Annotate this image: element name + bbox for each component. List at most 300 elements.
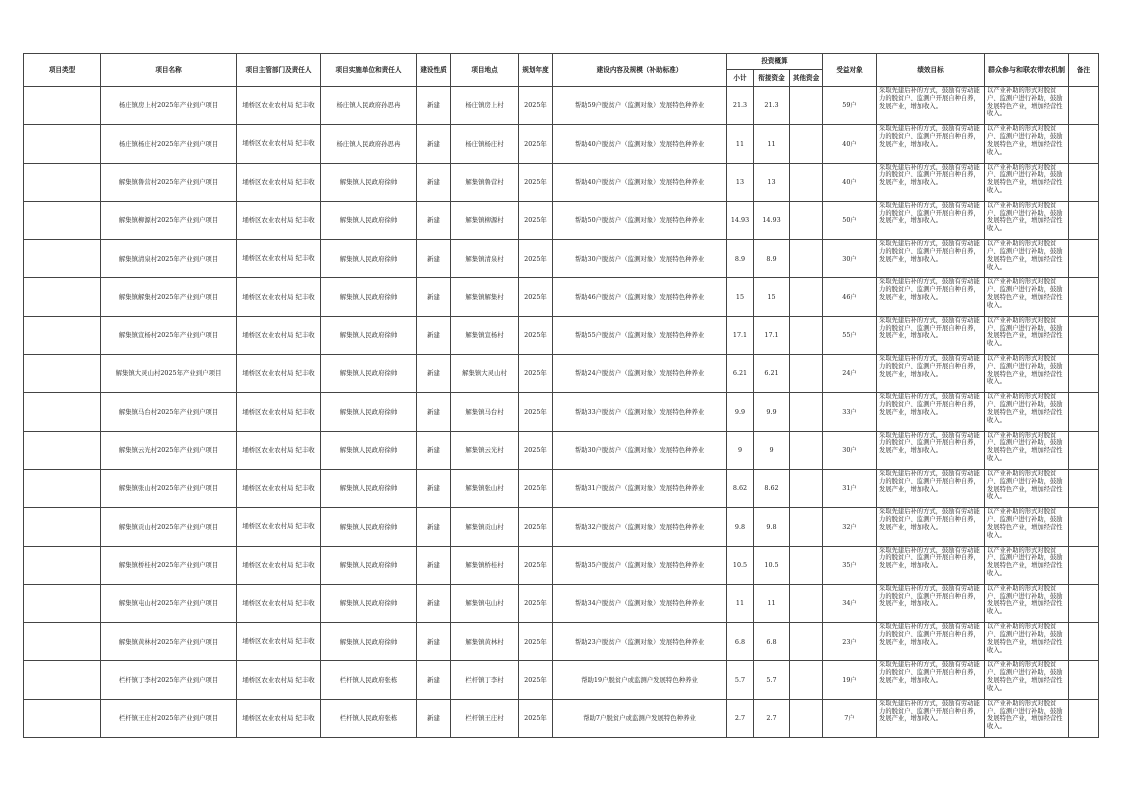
cell-mechanism-text: 以产业补助的形式对脱贫户、监测户进行补助，鼓励发展特色产业，增加经营性收入。: [987, 661, 1063, 692]
cell-other: [790, 661, 823, 699]
cell-dept-text: 埇桥区农业农村局 纪丰收: [242, 445, 315, 454]
cell-goal-text: 采取先建后补的方式，鼓励有劳动能力的脱贫户、监测户开展自种自养，发展产业，增加收入。: [879, 355, 980, 378]
cell-type: [24, 201, 101, 239]
cell-dept: [237, 316, 321, 354]
cell-mechanism: [985, 316, 1069, 354]
cell-unit-text: 解集镇人民政府徐帅: [339, 369, 398, 378]
cell-location-text: 解集镇云光村: [465, 446, 504, 455]
cell-goal-text: 采取先建后补的方式，鼓励有劳动能力的脱贫户、监测户开展自种自养，发展产业，增加收入。: [879, 393, 980, 416]
cell-dept-text: 埇桥区农业农村局 纪丰收: [242, 101, 315, 110]
table-row: [24, 125, 1099, 163]
cell-subtotal: [727, 393, 754, 431]
cell-goal-text: 采取先建后补的方式，鼓励有劳动能力的脱贫户、监测户开展自种自养，发展产业，增加收入。: [879, 316, 980, 340]
cell-mechanism-text: 以产业补助的形式对脱贫户、监测户进行补助，鼓励发展特色产业，增加经营性收入。: [987, 508, 1063, 539]
cell-fund-text: 9.8: [766, 522, 777, 531]
cell-fund-text: 6.21: [764, 369, 779, 378]
cell-mechanism-text: 以产业补助的形式对脱贫户、监测户进行补助，鼓励发展特色产业，增加经营性收入。: [987, 87, 1063, 118]
cell-remark: [1069, 699, 1099, 737]
cell-project-name: [101, 355, 237, 393]
cell-year-text: 2025年: [524, 599, 547, 608]
cell-beneficiary-text: 35户: [842, 560, 857, 569]
cell-fund-text: 8.62: [764, 484, 779, 493]
cell-location: [451, 355, 519, 393]
cell-mechanism: [985, 584, 1069, 622]
cell-location: [451, 240, 519, 278]
cell-goal-text: 采取先建后补的方式，鼓励有劳动能力的脱贫户、监测户开展自种自养，发展产业，增加收入。: [879, 546, 980, 570]
cell-mechanism: [985, 393, 1069, 431]
cell-subtotal: [727, 87, 754, 125]
cell-content: [553, 699, 727, 737]
cell-dept-text: 埇桥区农业农村局 纪丰收: [242, 713, 315, 722]
cell-unit: [321, 355, 417, 393]
cell-nature: [417, 546, 451, 584]
cell-goal: [877, 623, 985, 661]
cell-mechanism: [985, 469, 1069, 507]
cell-project-name-text: 杨庄镇房上村2025年产业到户项目: [118, 101, 219, 110]
cell-year: [519, 699, 553, 737]
cell-fund: [754, 201, 790, 239]
cell-beneficiary-text: 40户: [842, 177, 857, 186]
cell-subtotal: [727, 623, 754, 661]
cell-beneficiary-text: 59户: [842, 101, 857, 110]
cell-content: [553, 163, 727, 201]
cell-nature: [417, 87, 451, 125]
cell-dept-text: 埇桥区农业农村局 纪丰收: [242, 330, 315, 339]
cell-subtotal-text: 13: [735, 177, 745, 186]
cell-unit-text: 解集镇人民政府徐帅: [339, 292, 398, 301]
header-remark: 备注: [1069, 54, 1099, 87]
cell-goal: [877, 431, 985, 469]
cell-nature-text: 新建: [427, 292, 440, 301]
cell-remark: [1069, 163, 1099, 201]
cell-type: [24, 393, 101, 431]
table-row: [24, 623, 1099, 661]
cell-project-name: [101, 393, 237, 431]
cell-beneficiary-text: 32户: [842, 522, 857, 531]
cell-dept: [237, 163, 321, 201]
table-body: [24, 87, 1099, 738]
cell-other: [790, 240, 823, 278]
table-row: [24, 201, 1099, 239]
cell-type: [24, 87, 101, 125]
cell-content-text: 帮助34户脱贫户（监测对象）发展特色种养业: [574, 599, 705, 608]
cell-type: [24, 316, 101, 354]
cell-beneficiary: [823, 623, 877, 661]
cell-nature: [417, 278, 451, 316]
cell-nature-text: 新建: [427, 369, 440, 378]
cell-location: [451, 393, 519, 431]
cell-unit: [321, 546, 417, 584]
cell-year: [519, 355, 553, 393]
cell-mechanism-text: 以产业补助的形式对脱贫户、监测户进行补助，鼓励发展特色产业，增加经营性收入。: [987, 431, 1063, 463]
cell-mechanism: [985, 201, 1069, 239]
cell-type: [24, 508, 101, 546]
cell-project-name: [101, 240, 237, 278]
cell-content-text: 帮助35户脱贫户（监测对象）发展特色种养业: [574, 560, 705, 569]
header-content: 建设内容及规模（补助标准）: [553, 54, 727, 87]
cell-subtotal: [727, 699, 754, 737]
cell-project-name-text: 解集镇鲁营村2025年产业到户项目: [118, 177, 219, 186]
table-row: [24, 661, 1099, 699]
cell-remark: [1069, 546, 1099, 584]
cell-subtotal: [727, 431, 754, 469]
header-mechanism: 群众参与和联农带农机制: [985, 54, 1069, 87]
cell-mechanism: [985, 508, 1069, 546]
cell-year-text: 2025年: [524, 484, 547, 493]
cell-dept: [237, 546, 321, 584]
cell-goal: [877, 240, 985, 278]
cell-year-text: 2025年: [524, 292, 547, 301]
cell-goal: [877, 508, 985, 546]
cell-fund-text: 11: [767, 599, 776, 608]
cell-fund-text: 14.93: [762, 216, 781, 225]
cell-fund: [754, 584, 790, 622]
cell-fund-text: 11: [767, 139, 776, 148]
cell-goal-text: 采取先建后补的方式，鼓励有劳动能力的脱贫户、监测户开展自种自养，发展产业，增加收入。: [879, 201, 980, 225]
cell-dept: [237, 125, 321, 163]
cell-nature: [417, 316, 451, 354]
cell-content: [553, 201, 727, 239]
cell-mechanism: [985, 699, 1069, 737]
cell-fund: [754, 355, 790, 393]
cell-mechanism: [985, 278, 1069, 316]
cell-goal-text: 采取先建后补的方式，鼓励有劳动能力的脱贫户、监测户开展自种自养，发展产业，增加收入。: [879, 699, 980, 723]
cell-dept: [237, 201, 321, 239]
cell-location-text: 解集镇鲁营村: [465, 177, 504, 186]
cell-nature-text: 新建: [427, 446, 440, 455]
cell-nature: [417, 661, 451, 699]
cell-project-name: [101, 661, 237, 699]
cell-beneficiary: [823, 87, 877, 125]
cell-dept: [237, 393, 321, 431]
cell-subtotal-text: 8.9: [734, 254, 746, 263]
cell-other: [790, 623, 823, 661]
cell-nature: [417, 584, 451, 622]
cell-year: [519, 508, 553, 546]
cell-remark: [1069, 316, 1099, 354]
cell-remark: [1069, 661, 1099, 699]
cell-type: [24, 278, 101, 316]
cell-location-text: 解集镇大灵山村: [462, 369, 507, 378]
cell-year: [519, 661, 553, 699]
header-beneficiary: 受益对象: [823, 54, 877, 87]
cell-subtotal: [727, 508, 754, 546]
cell-project-name: [101, 278, 237, 316]
cell-location: [451, 699, 519, 737]
header-year: 规划年度: [519, 54, 553, 87]
cell-location: [451, 469, 519, 507]
cell-project-name-text: 杨庄镇杨庄村2025年产业到户项目: [118, 139, 219, 148]
cell-project-name: [101, 201, 237, 239]
table-row: [24, 469, 1099, 507]
cell-unit: [321, 623, 417, 661]
cell-remark: [1069, 355, 1099, 393]
cell-other: [790, 278, 823, 316]
cell-location: [451, 546, 519, 584]
cell-dept-text: 埇桥区农业农村局 纪丰收: [242, 216, 315, 225]
cell-unit: [321, 393, 417, 431]
cell-nature-text: 新建: [427, 216, 440, 225]
cell-subtotal: [727, 240, 754, 278]
table-row: [24, 508, 1099, 546]
cell-type: [24, 240, 101, 278]
cell-nature: [417, 431, 451, 469]
cell-goal: [877, 87, 985, 125]
cell-year-text: 2025年: [524, 637, 547, 646]
table-row: [24, 393, 1099, 431]
cell-fund: [754, 508, 790, 546]
header-goal: 绩效目标: [877, 54, 985, 87]
cell-goal: [877, 355, 985, 393]
cell-beneficiary-text: 33户: [842, 407, 857, 416]
cell-goal-text: 采取先建后补的方式，鼓励有劳动能力的脱贫户、监测户开展自种自养，发展产业，增加收入。: [879, 469, 980, 493]
table-row: [24, 240, 1099, 278]
cell-content: [553, 316, 727, 354]
cell-nature-text: 新建: [427, 331, 440, 340]
cell-fund-text: 13: [767, 177, 776, 186]
cell-mechanism: [985, 661, 1069, 699]
cell-fund: [754, 393, 790, 431]
cell-beneficiary: [823, 278, 877, 316]
cell-nature: [417, 469, 451, 507]
table-row: [24, 87, 1099, 125]
cell-year: [519, 87, 553, 125]
cell-content-text: 帮助55户脱贫户（监测对象）发展特色种养业: [574, 331, 705, 340]
cell-nature-text: 新建: [427, 675, 440, 684]
cell-subtotal-text: 21.3: [732, 101, 748, 110]
cell-unit: [321, 163, 417, 201]
cell-dept: [237, 278, 321, 316]
cell-project-name: [101, 508, 237, 546]
cell-dept-text: 埇桥区农业农村局 纪丰收: [242, 407, 315, 416]
cell-other: [790, 87, 823, 125]
cell-mechanism: [985, 240, 1069, 278]
cell-unit: [321, 278, 417, 316]
cell-unit-text: 解集镇人民政府徐帅: [339, 522, 398, 531]
cell-mechanism-text: 以产业补助的形式对脱贫户、监测户进行补助，鼓励发展特色产业，增加经营性收入。: [987, 355, 1063, 386]
cell-location-text: 解集镇黄林村: [465, 637, 504, 646]
cell-subtotal: [727, 316, 754, 354]
cell-goal: [877, 125, 985, 163]
cell-type: [24, 584, 101, 622]
cell-subtotal: [727, 355, 754, 393]
cell-fund-text: 21.3: [764, 101, 779, 110]
cell-year: [519, 623, 553, 661]
cell-goal-text: 采取先建后补的方式，鼓励有劳动能力的脱贫户、监测户开展自种自养，发展产业，增加收入。: [879, 508, 980, 531]
cell-goal-text: 采取先建后补的方式，鼓励有劳动能力的脱贫户、监测户开展自种自养，发展产业，增加收入。: [879, 240, 980, 263]
cell-beneficiary-text: 7户: [844, 714, 855, 723]
cell-mechanism-text: 以产业补助的形式对脱贫户、监测户进行补助，鼓励发展特色产业，增加经营性收入。: [987, 278, 1063, 309]
cell-type: [24, 661, 101, 699]
cell-beneficiary: [823, 355, 877, 393]
cell-project-name: [101, 87, 237, 125]
cell-mechanism-text: 以产业补助的形式对脱贫户、监测户进行补助，鼓励发展特色产业，增加经营性收入。: [987, 393, 1063, 424]
cell-mechanism-text: 以产业补助的形式对脱贫户、监测户进行补助，鼓励发展特色产业，增加经营性收入。: [987, 316, 1063, 348]
cell-subtotal-text: 17.1: [732, 331, 748, 340]
cell-goal: [877, 163, 985, 201]
cell-dept-text: 埇桥区农业农村局 纪丰收: [242, 369, 315, 378]
cell-location-text: 解集镇宣杨村: [465, 331, 504, 340]
cell-other: [790, 584, 823, 622]
cell-subtotal-text: 9.9: [734, 407, 746, 416]
cell-unit: [321, 508, 417, 546]
cell-fund: [754, 316, 790, 354]
cell-nature: [417, 508, 451, 546]
cell-location-text: 解集镇解集村: [465, 292, 504, 301]
cell-content-text: 帮助19户脱贫户或监测户发展特色种养业: [581, 675, 698, 684]
cell-project-name: [101, 316, 237, 354]
cell-fund-text: 2.7: [766, 714, 777, 723]
cell-goal-text: 采取先建后补的方式，鼓励有劳动能力的脱贫户、监测户开展自种自养，发展产业，增加收入。: [879, 163, 980, 187]
cell-fund: [754, 278, 790, 316]
cell-goal-text: 采取先建后补的方式，鼓励有劳动能力的脱贫户、监测户开展自种自养，发展产业，增加收入。: [879, 87, 980, 110]
cell-beneficiary: [823, 661, 877, 699]
cell-content-text: 帮助7户脱贫户或监测户发展特色种养业: [583, 714, 696, 723]
cell-subtotal-text: 11: [735, 139, 745, 148]
cell-mechanism-text: 以产业补助的形式对脱贫户、监测户进行补助，鼓励发展特色产业，增加经营性收入。: [987, 240, 1063, 271]
cell-type: [24, 623, 101, 661]
cell-project-name: [101, 699, 237, 737]
cell-mechanism-text: 以产业补助的形式对脱贫户、监测户进行补助，鼓励发展特色产业，增加经营性收入。: [987, 546, 1063, 577]
cell-content-text: 帮助30户脱贫户（监测对象）发展特色种养业: [574, 254, 705, 263]
cell-unit: [321, 584, 417, 622]
cell-fund: [754, 546, 790, 584]
cell-location-text: 杨庄镇房上村: [465, 101, 504, 110]
cell-location: [451, 431, 519, 469]
cell-location: [451, 278, 519, 316]
cell-content-text: 帮助59户脱贫户（监测对象）发展特色种养业: [574, 101, 705, 110]
cell-beneficiary: [823, 316, 877, 354]
cell-content: [553, 584, 727, 622]
cell-nature: [417, 699, 451, 737]
cell-dept: [237, 661, 321, 699]
cell-subtotal-text: 8.62: [732, 484, 748, 493]
cell-nature-text: 新建: [427, 484, 440, 493]
cell-dept-text: 埇桥区农业农村局 纪丰收: [242, 637, 315, 646]
cell-remark: [1069, 125, 1099, 163]
cell-type: [24, 546, 101, 584]
cell-unit-text: 解集镇人民政府徐帅: [339, 560, 398, 569]
cell-year-text: 2025年: [524, 369, 547, 378]
cell-unit: [321, 431, 417, 469]
header-location: 项目地点: [451, 54, 519, 87]
cell-project-name-text: 解集镇黄林村2025年产业到户项目: [118, 637, 219, 646]
cell-nature-text: 新建: [427, 254, 440, 263]
cell-subtotal: [727, 661, 754, 699]
cell-location-text: 栏杆镇王庄村: [465, 714, 504, 723]
cell-fund-text: 9: [769, 446, 774, 455]
cell-unit-text: 解集镇人民政府徐帅: [339, 599, 398, 608]
cell-unit-text: 解集镇人民政府徐帅: [339, 446, 398, 455]
cell-location-text: 杨庄镇杨庄村: [465, 139, 504, 148]
cell-year-text: 2025年: [524, 139, 547, 148]
cell-other: [790, 163, 823, 201]
cell-content-text: 帮助46户脱贫户（监测对象）发展特色种养业: [574, 292, 705, 301]
cell-mechanism: [985, 546, 1069, 584]
cell-dept: [237, 240, 321, 278]
cell-project-name: [101, 163, 237, 201]
cell-subtotal-text: 9.8: [734, 522, 746, 531]
cell-other: [790, 699, 823, 737]
cell-location-text: 解集镇贡山村: [465, 522, 504, 531]
cell-mechanism: [985, 623, 1069, 661]
table-row: [24, 699, 1099, 737]
cell-mechanism: [985, 431, 1069, 469]
cell-unit: [321, 201, 417, 239]
cell-nature-text: 新建: [427, 139, 440, 148]
cell-subtotal-text: 6.21: [732, 369, 748, 378]
cell-project-name-text: 解集镇解集村2025年产业到户项目: [118, 292, 219, 301]
table-row: [24, 584, 1099, 622]
cell-type: [24, 163, 101, 201]
cell-goal: [877, 699, 985, 737]
cell-mechanism: [985, 163, 1069, 201]
cell-mechanism: [985, 87, 1069, 125]
cell-unit: [321, 469, 417, 507]
cell-mechanism-text: 以产业补助的形式对脱贫户、监测户进行补助，鼓励发展特色产业，增加经营性收入。: [987, 623, 1063, 654]
cell-content: [553, 431, 727, 469]
cell-location-text: 解集镇桥桂村: [465, 560, 504, 569]
cell-fund: [754, 699, 790, 737]
cell-goal-text: 采取先建后补的方式，鼓励有劳动能力的脱贫户、监测户开展自种自养，发展产业，增加收入。: [879, 431, 980, 455]
cell-project-name-text: 栏杆镇丁李村2025年产业到户项目: [118, 675, 219, 684]
cell-unit-text: 解集镇人民政府徐帅: [339, 254, 398, 263]
cell-type: [24, 431, 101, 469]
cell-nature-text: 新建: [427, 714, 440, 723]
cell-year-text: 2025年: [524, 407, 547, 416]
cell-location: [451, 623, 519, 661]
cell-dept-text: 埇桥区农业农村局 纪丰收: [242, 254, 315, 263]
cell-content-text: 帮助40户脱贫户（监测对象）发展特色种养业: [574, 177, 705, 186]
table-row: [24, 431, 1099, 469]
header-name: 项目名称: [101, 54, 237, 87]
cell-unit-text: 杨庄镇人民政府孙思冉: [336, 139, 401, 148]
cell-content-text: 帮助50户脱贫户（监测对象）发展特色种养业: [574, 216, 705, 225]
cell-goal: [877, 661, 985, 699]
cell-project-name: [101, 584, 237, 622]
cell-location-text: 解集镇张山村: [465, 484, 504, 493]
cell-nature-text: 新建: [427, 177, 440, 186]
cell-fund: [754, 661, 790, 699]
cell-year: [519, 393, 553, 431]
cell-mechanism-text: 以产业补助的形式对脱贫户、监测户进行补助，鼓励发展特色产业，增加经营性收入。: [987, 163, 1063, 194]
cell-content: [553, 278, 727, 316]
cell-subtotal: [727, 201, 754, 239]
cell-nature-text: 新建: [427, 599, 440, 608]
cell-mechanism: [985, 355, 1069, 393]
cell-content-text: 帮助30户脱贫户（监测对象）发展特色种养业: [574, 446, 705, 455]
cell-project-name-text: 解集镇云光村2025年产业到户项目: [118, 446, 219, 455]
cell-fund: [754, 469, 790, 507]
cell-type: [24, 699, 101, 737]
cell-type: [24, 355, 101, 393]
cell-fund: [754, 163, 790, 201]
cell-year: [519, 125, 553, 163]
cell-year-text: 2025年: [524, 177, 547, 186]
cell-other: [790, 508, 823, 546]
cell-mechanism-text: 以产业补助的形式对脱贫户、监测户进行补助，鼓励发展特色产业，增加经营性收入。: [987, 201, 1063, 233]
cell-nature-text: 新建: [427, 101, 440, 110]
cell-location: [451, 508, 519, 546]
cell-content: [553, 87, 727, 125]
cell-remark: [1069, 201, 1099, 239]
cell-beneficiary: [823, 508, 877, 546]
cell-location: [451, 87, 519, 125]
cell-beneficiary-text: 55户: [842, 331, 857, 340]
cell-fund: [754, 623, 790, 661]
cell-subtotal: [727, 584, 754, 622]
cell-beneficiary: [823, 240, 877, 278]
